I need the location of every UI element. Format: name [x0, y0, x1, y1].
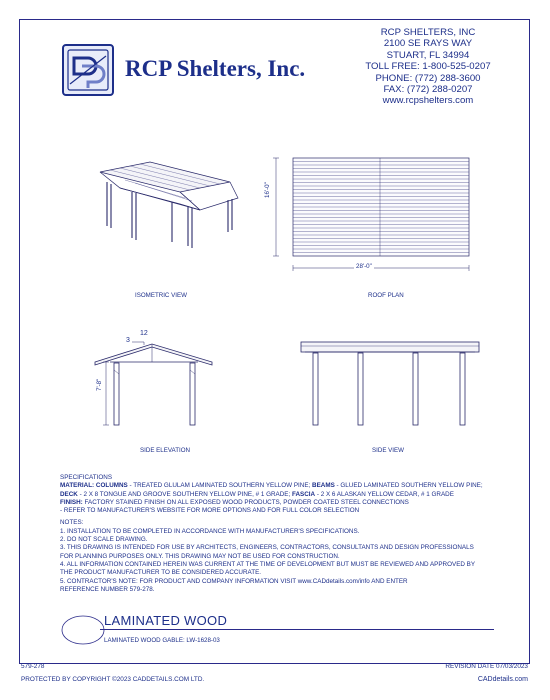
side-view-drawing	[295, 338, 485, 428]
contact-fax: FAX: (772) 288-0207	[383, 84, 473, 96]
beams-label: BEAMS	[312, 482, 335, 490]
height-dimension: 7'-8"	[96, 378, 103, 391]
roof-depth-dimension: 16'-0"	[264, 182, 271, 198]
spec-deck-line	[60, 491, 522, 499]
contact-website[interactable]: www.rcpshelters.com	[382, 95, 474, 107]
spec-finish-line	[60, 499, 522, 507]
caddetails-brand-link[interactable]: CADdetails.com	[477, 676, 528, 683]
finish-text: FACTORY STAINED FINISH ON ALL EXPOSED WOOD PRODUCTS, POWDER COATED STEEL CONNECTIONS	[82, 498, 409, 506]
roof-plan-drawing	[270, 150, 480, 280]
note-line: 4. ALL INFORMATION CONTAINED HEREIN WAS CURRENT AT THE TIME OF DEVELOPMENT BUT MUST BE REVIEWED AND APPROVED BY	[60, 560, 476, 568]
fascia-label: FASCIA	[292, 490, 316, 498]
note-line: 3. THIS DRAWING IS INTENDED FOR USE BY ARCHITECTS, ENGINEERS, CONTRACTORS, CONSULTANTS AND DESIGN PROFESSIONALS	[60, 544, 474, 552]
drawing-subtitle: LAMINATED WOOD GABLE: LW-1628-03	[104, 637, 220, 644]
pitch-rise-label: 3	[126, 337, 130, 344]
note-line: 5. CONTRACTOR'S NOTE: FOR PRODUCT AND COMPANY INFORMATION VISIT www.CADdetails.com/info AND ENTER	[60, 577, 408, 585]
revision-date: REVISION DATE 07/03/2023	[445, 663, 528, 670]
company-name: RCP Shelters, Inc.	[125, 56, 306, 81]
title-divider	[100, 629, 494, 630]
specifications-block	[60, 474, 522, 594]
spec-refer-line: - REFER TO MANUFACTURER'S WEBSITE FOR MORE OPTIONS AND FOR FULL COLOR SELECTION	[60, 507, 360, 515]
note-line: THE PRODUCT MANUFACTURER TO BE CONSIDERED ACCURATE.	[60, 569, 262, 577]
contact-city: STUART, FL 34994	[386, 49, 470, 61]
notes-heading: NOTES:	[60, 519, 84, 527]
beams-text: - GLUED LAMINATED SOUTHERN YELLOW PINE;	[334, 482, 483, 490]
finish-label: FINISH:	[60, 498, 83, 506]
side-view-caption: SIDE VIEW	[372, 447, 404, 454]
copyright-notice: PROTECTED BY COPYRIGHT ©2023 CADDETAILS.COM LTD.	[21, 676, 205, 683]
contact-company: RCP SHELTERS, INC	[380, 27, 476, 38]
contact-address: 2100 SE RAYS WAY	[383, 38, 473, 50]
isometric-view-caption: ISOMETRIC VIEW	[135, 292, 187, 299]
columns-text: - TREATED GLULAM LAMINATED SOUTHERN YELLOW PINE;	[127, 482, 313, 490]
specifications-heading: SPECIFICATIONS	[60, 474, 113, 481]
note-line: 2. DO NOT SCALE DRAWING.	[60, 536, 148, 544]
pitch-run-label: 12	[140, 330, 148, 337]
note-line: 1. INSTALLATION TO BE COMPLETED IN ACCORDANCE WITH MANUFACTURER'S SPECIFICATIONS.	[60, 527, 360, 535]
fascia-text: - 2 X 6 ALASKAN YELLOW CEDAR, # 1 GRADE	[315, 490, 454, 498]
roof-plan-caption: ROOF PLAN	[368, 292, 404, 299]
contact-phone: PHONE: (772) 288-3600	[375, 72, 481, 84]
rcp-logo-icon	[62, 44, 114, 96]
note-line: REFERENCE NUMBER 579-278.	[60, 585, 155, 593]
isometric-view-drawing	[80, 160, 260, 250]
roof-width-dimension: 28'-0"	[356, 263, 372, 270]
company-contact-block	[350, 27, 506, 107]
note-line: FOR PLANNING PURPOSES ONLY. THIS DRAWING MAY NOT BE USED FOR CONSTRUCTION.	[60, 552, 340, 560]
title-block-ellipse-icon	[60, 614, 106, 646]
contact-toll-free: TOLL FREE: 1-800-525-0207	[365, 61, 491, 73]
material-label: MATERIAL:	[60, 482, 95, 490]
deck-text: - 2 X 8 TONGUE AND GROOVE SOUTHERN YELLOW PINE, # 1 GRADE;	[77, 490, 292, 498]
spec-material-line	[60, 482, 522, 490]
columns-label: COLUMNS	[95, 482, 128, 490]
deck-label: DECK	[60, 490, 78, 498]
drawing-title: LAMINATED WOOD	[104, 613, 228, 628]
side-elevation-drawing	[90, 330, 220, 430]
side-elevation-caption: SIDE ELEVATION	[140, 447, 190, 454]
reference-number: 579-278	[21, 663, 45, 670]
